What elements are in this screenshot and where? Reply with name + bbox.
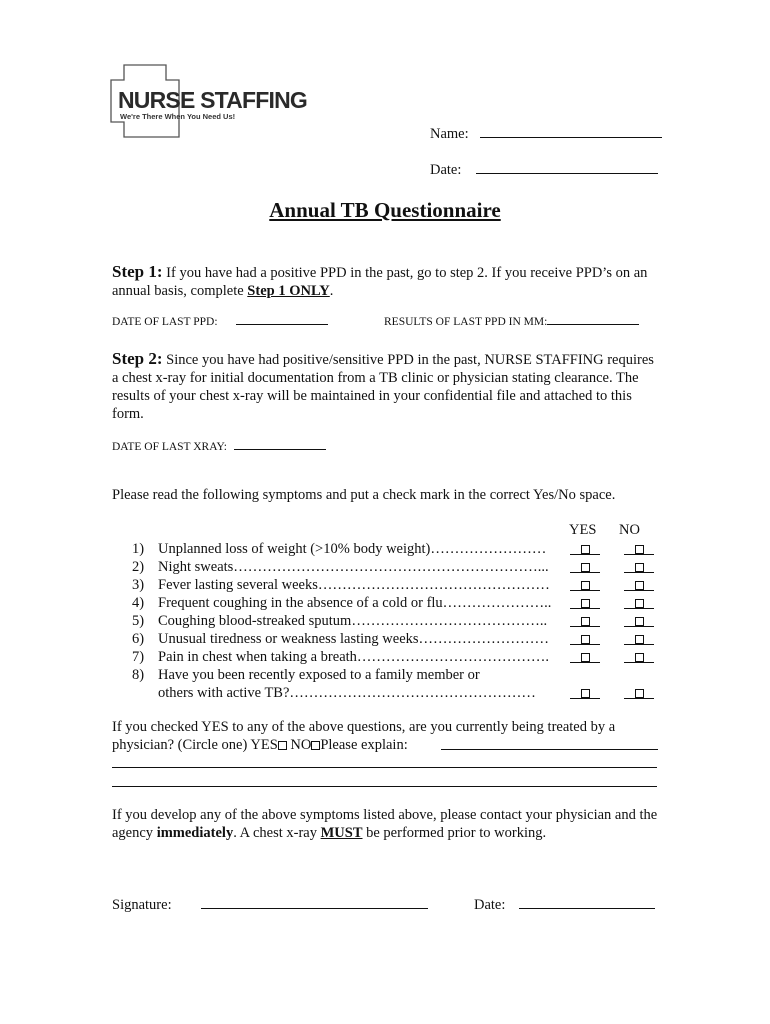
symptom-warning (112, 806, 660, 842)
no-checkbox[interactable] (624, 594, 654, 609)
no-checkbox[interactable] (624, 648, 654, 663)
logo-tagline: We're There When You Need Us! (120, 112, 236, 121)
symptom-instructions: Please read the following symptoms and put a check mark in the correct Yes/No space. (112, 487, 616, 503)
no-checkbox[interactable] (624, 612, 654, 627)
name-field[interactable] (430, 126, 662, 143)
step1-emphasis: Step 1 ONLY (247, 283, 330, 299)
last-xray-date-field[interactable] (112, 441, 326, 453)
step2-label: Step 2: (112, 349, 163, 368)
step1-end: . (329, 283, 334, 299)
ppd-results-line[interactable] (547, 324, 639, 325)
no-checkbox[interactable] (624, 576, 654, 591)
question-number: 7) (132, 649, 145, 665)
checkbox-icon (581, 599, 590, 608)
checkbox-icon (581, 545, 590, 554)
last-xray-date-line[interactable] (234, 449, 326, 450)
warning-text-3: be performed prior to working. (366, 825, 547, 841)
yes-circle-checkbox[interactable] (278, 741, 287, 750)
warning-immediately: immediately (156, 825, 234, 841)
checkbox-icon (581, 617, 590, 626)
explain-line-2[interactable] (112, 767, 657, 768)
followup-answer-line (112, 736, 660, 754)
checkbox-icon (581, 563, 590, 572)
date-line[interactable] (476, 173, 658, 174)
page-title: Annual TB Questionnaire (269, 198, 501, 222)
signature-line[interactable] (201, 908, 428, 909)
checkbox-icon (635, 563, 644, 572)
step2-text: Since you have had positive/sensitive PPD in the past, NURSE STAFFING requires a chest x-ray for initial documentation from a TB clinic or physician stating clearance. The results of your chest x-ray will be maintained in your confidential file and attached to this form. (112, 352, 654, 422)
question-row (112, 576, 660, 594)
footer-date-line[interactable] (519, 908, 655, 909)
name-line[interactable] (480, 137, 662, 138)
question-text: Fever lasting several weeks………………………………………… (158, 577, 550, 593)
question-text: Have you been recently exposed to a family member or (158, 667, 480, 683)
explain-line[interactable] (441, 736, 658, 750)
explain-line-3[interactable] (112, 786, 657, 787)
question-text: Night sweats………………………………………………………... (158, 559, 549, 575)
signature-label: Signature: (112, 897, 172, 913)
question-number: 5) (132, 613, 145, 629)
yes-checkbox[interactable] (570, 540, 600, 555)
checkbox-icon (635, 617, 644, 626)
question-row (112, 594, 660, 612)
no-checkbox[interactable] (624, 630, 654, 645)
step1-paragraph (112, 263, 660, 300)
checkbox-icon (581, 653, 590, 662)
question-row (112, 612, 660, 630)
step2-paragraph (112, 350, 660, 423)
checkbox-icon (635, 653, 644, 662)
followup-prompt: physician? (Circle one) YES (112, 737, 278, 753)
question-text: Unplanned loss of weight (>10% body weight)…………………… (158, 541, 547, 557)
yes-checkbox[interactable] (570, 576, 600, 591)
checkbox-icon (635, 599, 644, 608)
no-column-header: NO (619, 522, 640, 538)
checkbox-icon (635, 545, 644, 554)
no-checkbox[interactable] (624, 558, 654, 573)
warning-text-2: . A chest x-ray (233, 825, 317, 841)
question-number: 1) (132, 541, 145, 557)
warning-text-1: If you develop any of the above symptoms listed above, please contact your physician and the agency (112, 807, 658, 841)
last-xray-date-label: DATE OF LAST XRAY: (112, 441, 227, 453)
footer-date-label: Date: (474, 897, 506, 913)
question-row-continued (112, 684, 660, 702)
checkbox-icon (581, 581, 590, 590)
checkbox-icon (581, 635, 590, 644)
checkbox-icon (635, 635, 644, 644)
last-ppd-date-field[interactable] (112, 316, 328, 328)
explain-label: Please explain: (320, 737, 408, 753)
signature-field[interactable] (112, 897, 428, 914)
question-number: 3) (132, 577, 145, 593)
name-label: Name: (430, 126, 469, 142)
yes-column-header: YES (569, 522, 597, 538)
last-ppd-date-line[interactable] (236, 324, 328, 325)
yes-checkbox[interactable] (570, 648, 600, 663)
no-checkbox[interactable] (624, 684, 654, 699)
question-row (112, 540, 660, 558)
last-ppd-date-label: DATE OF LAST PPD: (112, 316, 218, 328)
checkbox-icon (635, 689, 644, 698)
question-text: Coughing blood-streaked sputum………………………………….. (158, 613, 548, 629)
warning-must: MUST (320, 825, 363, 841)
question-text: Frequent coughing in the absence of a cold or flu………………….. (158, 595, 552, 611)
yes-checkbox[interactable] (570, 684, 600, 699)
footer-date-field[interactable] (474, 897, 655, 914)
yes-checkbox[interactable] (570, 612, 600, 627)
checkbox-icon (635, 581, 644, 590)
question-text: Pain in chest when taking a breath…………………………………. (158, 649, 550, 665)
step1-text: If you have had a positive PPD in the past, go to step 2. If you receive PPD’s on an annual basis, complete (112, 265, 648, 299)
date-label: Date: (430, 162, 462, 178)
ppd-results-label: RESULTS OF LAST PPD IN MM: (384, 316, 548, 328)
followup-no-label: NO (290, 737, 312, 753)
checkbox-icon (581, 689, 590, 698)
date-field[interactable] (430, 162, 658, 179)
question-number: 8) (132, 667, 145, 683)
question-row (112, 648, 660, 666)
question-number: 4) (132, 595, 145, 611)
yes-checkbox[interactable] (570, 630, 600, 645)
step1-label: Step 1: (112, 262, 163, 281)
logo-wordmark: NURSE STAFFING (118, 87, 307, 113)
question-number: 6) (132, 631, 145, 647)
question-number: 2) (132, 559, 145, 575)
question-row (112, 630, 660, 648)
question-text: others with active TB?…………………………………………… (158, 685, 536, 701)
followup-question: If you checked YES to any of the above questions, are you currently being treated by a (112, 719, 616, 735)
yes-checkbox[interactable] (570, 594, 600, 609)
question-row (112, 558, 660, 576)
no-circle-checkbox[interactable] (311, 741, 320, 750)
ppd-results-field[interactable] (384, 316, 639, 328)
question-text: Unusual tiredness or weakness lasting weeks……………………… (158, 631, 550, 647)
yes-checkbox[interactable] (570, 558, 600, 573)
no-checkbox[interactable] (624, 540, 654, 555)
question-row (112, 666, 660, 684)
